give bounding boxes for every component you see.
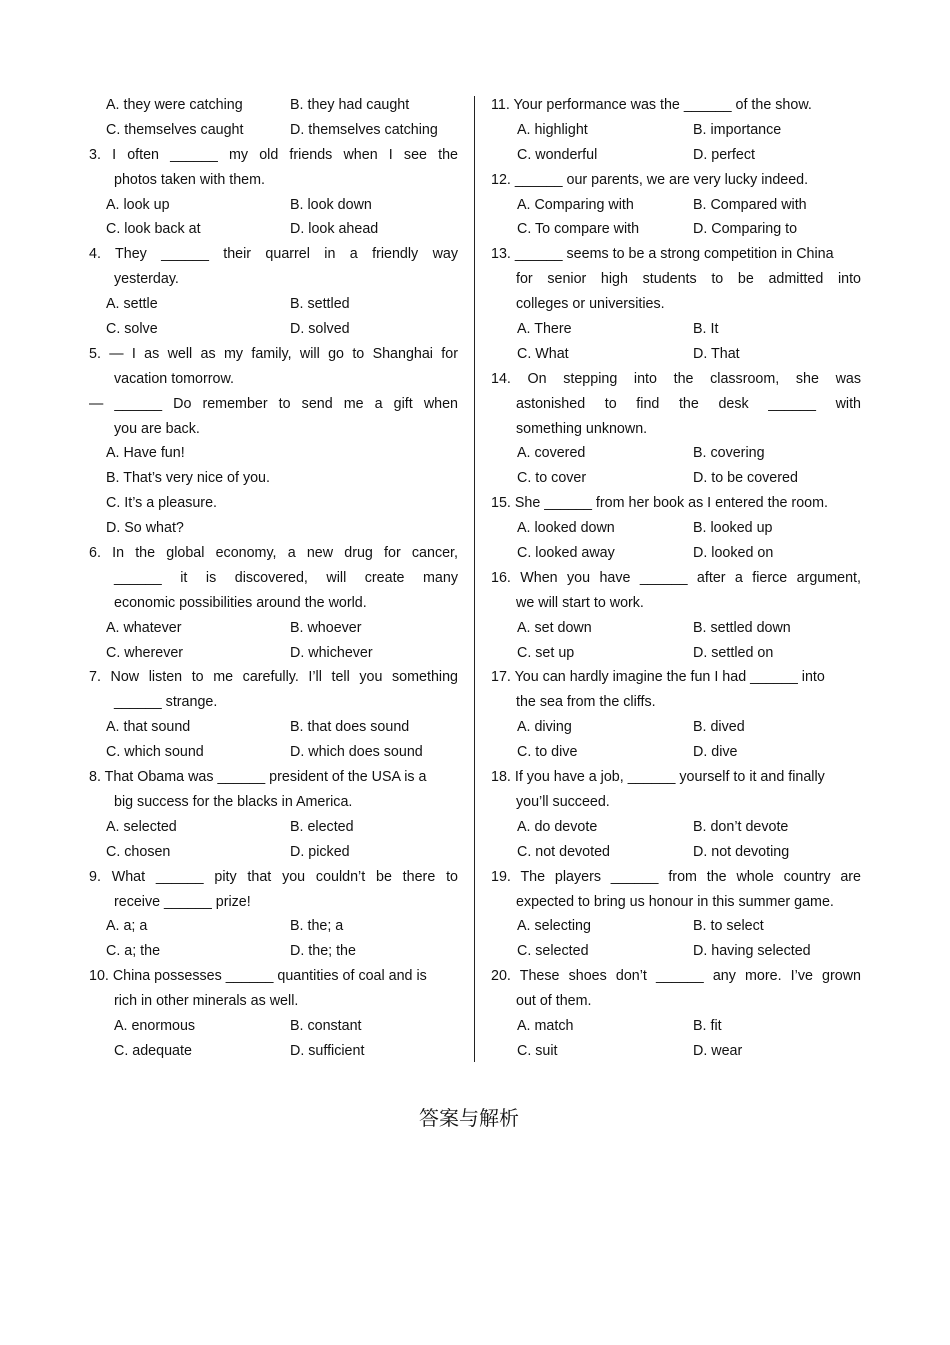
q6-option-a: A. whatever [106, 619, 182, 636]
q4-options-row-1 [89, 292, 458, 317]
q15-option-c: C. looked away [517, 545, 615, 562]
q9-stem-line-2: receive ______ prize! [114, 893, 251, 910]
q4-option-b: B. settled [290, 296, 350, 313]
q2-option-d: D. themselves catching [290, 121, 438, 138]
q3-options-row-2 [89, 217, 458, 242]
q9-option-c: C. a; the [106, 943, 161, 960]
q2-options-row-2 [89, 118, 458, 143]
q16-option-b: B. settled down [693, 619, 791, 636]
q7-option-b: B. that does sound [290, 719, 410, 736]
q13-options-row-1 [491, 317, 861, 342]
q11-option-c: C. wonderful [517, 146, 598, 163]
q16-option-c: C. set up [517, 644, 575, 661]
q15-option-b: B. looked up [693, 520, 773, 537]
q7-options-row-2 [89, 740, 458, 765]
q14-options-row-2 [491, 466, 861, 491]
answers-section-title: 答案与解析 [419, 1106, 519, 1130]
q20-option-b: B. fit [693, 1017, 722, 1034]
q12-option-b: B. Compared with [693, 196, 807, 213]
q20-options-row-2 [491, 1039, 861, 1064]
q18-option-a: A. do devote [517, 818, 598, 835]
q6-options-row-2 [89, 641, 458, 666]
q6-stem-line-1: 6. In the global economy, a new drug for cancer, [89, 545, 458, 562]
q16-stem-line-1: 16. When you have ______ after a fierce argument, [491, 569, 861, 586]
q16-option-a: A. set down [517, 619, 592, 636]
q8-options-row-2 [89, 840, 458, 865]
q10-option-a: A. enormous [114, 1017, 196, 1034]
q20-options-row-1 [491, 1014, 861, 1039]
q3-option-c: C. look back at [106, 221, 201, 238]
q6-option-c: C. wherever [106, 644, 184, 661]
q17-option-c: C. to dive [517, 744, 578, 761]
left-column [89, 93, 458, 1064]
q2-option-c: C. themselves caught [106, 121, 244, 138]
q12-stem-line-1: 12. ______ our parents, we are very lucky indeed. [491, 171, 809, 188]
q8-option-a: A. selected [106, 818, 177, 835]
q10-options-row-1 [89, 1014, 458, 1039]
q5-stem-line-4: you are back. [114, 420, 200, 437]
q10-stem-line-2: rich in other minerals as well. [114, 993, 299, 1010]
q17-option-a: A. diving [517, 719, 572, 736]
q3-options-row-1 [89, 193, 458, 218]
q8-options-row-1 [89, 815, 458, 840]
q2-option-b: B. they had caught [290, 97, 410, 113]
q16-options-row-1 [491, 616, 861, 641]
q14-option-d: D. to be covered [693, 470, 798, 487]
q2-options-row-1 [89, 93, 458, 118]
q12-option-a: A. Comparing with [517, 196, 634, 213]
q13-option-c: C. What [517, 345, 569, 362]
q10-options-row-2 [89, 1039, 458, 1064]
q9-options-row-1 [89, 914, 458, 939]
q10-option-c: C. adequate [114, 1042, 192, 1059]
q15-option-d: D. looked on [693, 545, 774, 562]
q10-option-d: D. sufficient [290, 1042, 365, 1059]
q17-stem-line-2: the sea from the cliffs. [516, 694, 656, 711]
q2-option-a: A. they were catching [106, 97, 243, 113]
q13-options-row-2 [491, 342, 861, 367]
q8-stem-line-1: 8. That Obama was ______ president of the USA is a [89, 769, 427, 786]
q13-stem-line-2: for senior high students to be admitted into [516, 271, 861, 288]
q9-option-d: D. the; the [290, 943, 356, 960]
q15-options-row-1 [491, 516, 861, 541]
q6-option-d: D. whichever [290, 644, 373, 661]
q14-option-b: B. covering [693, 445, 765, 462]
q19-options-row-2 [491, 939, 861, 964]
q19-options-row-1 [491, 914, 861, 939]
q19-option-a: A. selecting [517, 918, 591, 935]
q4-options-row-2 [89, 317, 458, 342]
q17-stem-line-1: 17. You can hardly imagine the fun I had ______ into [491, 669, 825, 686]
q17-options-row-1 [491, 715, 861, 740]
q6-stem-line-2: ______ it is discovered, will create many [114, 569, 458, 586]
q6-stem-line-3: economic possibilities around the world. [114, 594, 367, 611]
q8-option-d: D. picked [290, 843, 350, 860]
q3-option-a: A. look up [106, 196, 170, 213]
q13-stem-line-1: 13. ______ seems to be a strong competition in China [491, 246, 834, 263]
q20-stem-line-1: 20. These shoes don’t ______ any more. I’ve grown [491, 968, 861, 985]
q19-option-d: D. having selected [693, 943, 811, 960]
q11-option-b: B. importance [693, 121, 782, 138]
q14-options-row-1 [491, 441, 861, 466]
q13-option-a: A. There [517, 321, 572, 338]
q12-option-d: D. Comparing to [693, 221, 798, 238]
q9-options-row-2 [89, 939, 458, 964]
q12-options-row-2 [491, 217, 861, 242]
q5-option-b: B. That’s very nice of you. [106, 470, 270, 487]
q8-option-b: B. elected [290, 818, 354, 835]
q5-stem-line-3: — ______ Do remember to send me a gift when [89, 395, 458, 412]
q15-option-a: A. looked down [517, 520, 615, 537]
q11-options-row-1 [491, 118, 861, 143]
q7-option-d: D. which does sound [290, 744, 423, 761]
q16-options-row-2 [491, 641, 861, 666]
q17-option-b: B. dived [693, 719, 745, 736]
q3-option-d: D. look ahead [290, 221, 379, 238]
q13-stem-line-3: colleges or universities. [516, 296, 665, 313]
q11-option-a: A. highlight [517, 121, 588, 138]
q18-option-d: D. not devoting [693, 843, 790, 860]
q18-stem-line-2: you’ll succeed. [516, 793, 610, 810]
q13-option-b: B. It [693, 321, 719, 338]
q14-stem-line-1: 14. On stepping into the classroom, she was [491, 370, 861, 387]
q9-option-a: A. a; a [106, 918, 148, 935]
q5-option-d: D. So what? [106, 520, 184, 537]
q7-stem-line-2: ______ strange. [114, 694, 218, 711]
q3-stem-line-2: photos taken with them. [114, 171, 265, 188]
q11-option-d: D. perfect [693, 146, 755, 163]
q11-options-row-2 [491, 143, 861, 168]
q19-option-c: C. selected [517, 943, 589, 960]
right-column [491, 93, 861, 1064]
q4-option-d: D. solved [290, 321, 350, 338]
q14-stem-line-2: astonished to find the desk ______ with [516, 395, 861, 412]
q16-option-d: D. settled on [693, 644, 774, 661]
q20-option-a: A. match [517, 1017, 574, 1034]
q7-options-row-1 [89, 715, 458, 740]
q18-options-row-2 [491, 840, 861, 865]
q14-option-a: A. covered [517, 445, 586, 462]
q15-stem-line-1: 15. She ______ from her book as I entered the room. [491, 495, 828, 512]
q6-option-b: B. whoever [290, 619, 362, 636]
q19-option-b: B. to select [693, 918, 764, 935]
q5-option-c: C. It’s a pleasure. [106, 495, 217, 512]
q12-options-row-1 [491, 193, 861, 218]
q14-stem-line-3: something unknown. [516, 420, 648, 437]
q11-stem-line-1: 11. Your performance was the ______ of the show. [491, 97, 812, 113]
q7-option-c: C. which sound [106, 744, 204, 761]
q18-options-row-1 [491, 815, 861, 840]
q10-option-b: B. constant [290, 1017, 362, 1034]
q18-option-c: C. not devoted [517, 843, 610, 860]
q8-stem-line-2: big success for the blacks in America. [114, 793, 353, 810]
q4-stem-line-1: 4. They ______ their quarrel in a friendly way [89, 246, 458, 263]
q16-stem-line-2: we will start to work. [516, 594, 644, 611]
q18-stem-line-1: 18. If you have a job, ______ yourself to it and finally [491, 769, 825, 786]
q7-stem-line-1: 7. Now listen to me carefully. I’ll tell you something [89, 669, 458, 686]
q9-option-b: B. the; a [290, 918, 344, 935]
q9-stem-line-1: 9. What ______ pity that you couldn’t be there to [89, 868, 458, 885]
q10-stem-line-1: 10. China possesses ______ quantities of coal and is [89, 968, 427, 985]
q4-option-a: A. settle [106, 296, 158, 313]
q4-option-c: C. solve [106, 321, 158, 338]
q20-option-d: D. wear [693, 1042, 743, 1059]
q17-options-row-2 [491, 740, 861, 765]
q20-option-c: C. suit [517, 1042, 558, 1059]
q8-option-c: C. chosen [106, 843, 171, 860]
q3-option-b: B. look down [290, 196, 372, 213]
q15-options-row-2 [491, 541, 861, 566]
q12-option-c: C. To compare with [517, 221, 640, 238]
q19-stem-line-2: expected to bring us honour in this summer game. [516, 893, 834, 910]
q5-stem-line-1: 5. — I as well as my family, will go to Shanghai for [89, 345, 458, 362]
q19-stem-line-1: 19. The players ______ from the whole country are [491, 868, 861, 885]
q3-stem-line-1: 3. I often ______ my old friends when I see the [89, 146, 458, 163]
column-divider [474, 96, 475, 1062]
q14-option-c: C. to cover [517, 470, 587, 487]
q5-stem-line-2: vacation tomorrow. [114, 370, 234, 387]
q17-option-d: D. dive [693, 744, 738, 761]
q6-options-row-1 [89, 616, 458, 641]
q18-option-b: B. don’t devote [693, 818, 789, 835]
q13-option-d: D. That [693, 345, 740, 362]
q5-option-a: A. Have fun! [106, 445, 185, 462]
q7-option-a: A. that sound [106, 719, 191, 736]
q20-stem-line-2: out of them. [516, 993, 592, 1010]
q4-stem-line-2: yesterday. [114, 271, 179, 288]
